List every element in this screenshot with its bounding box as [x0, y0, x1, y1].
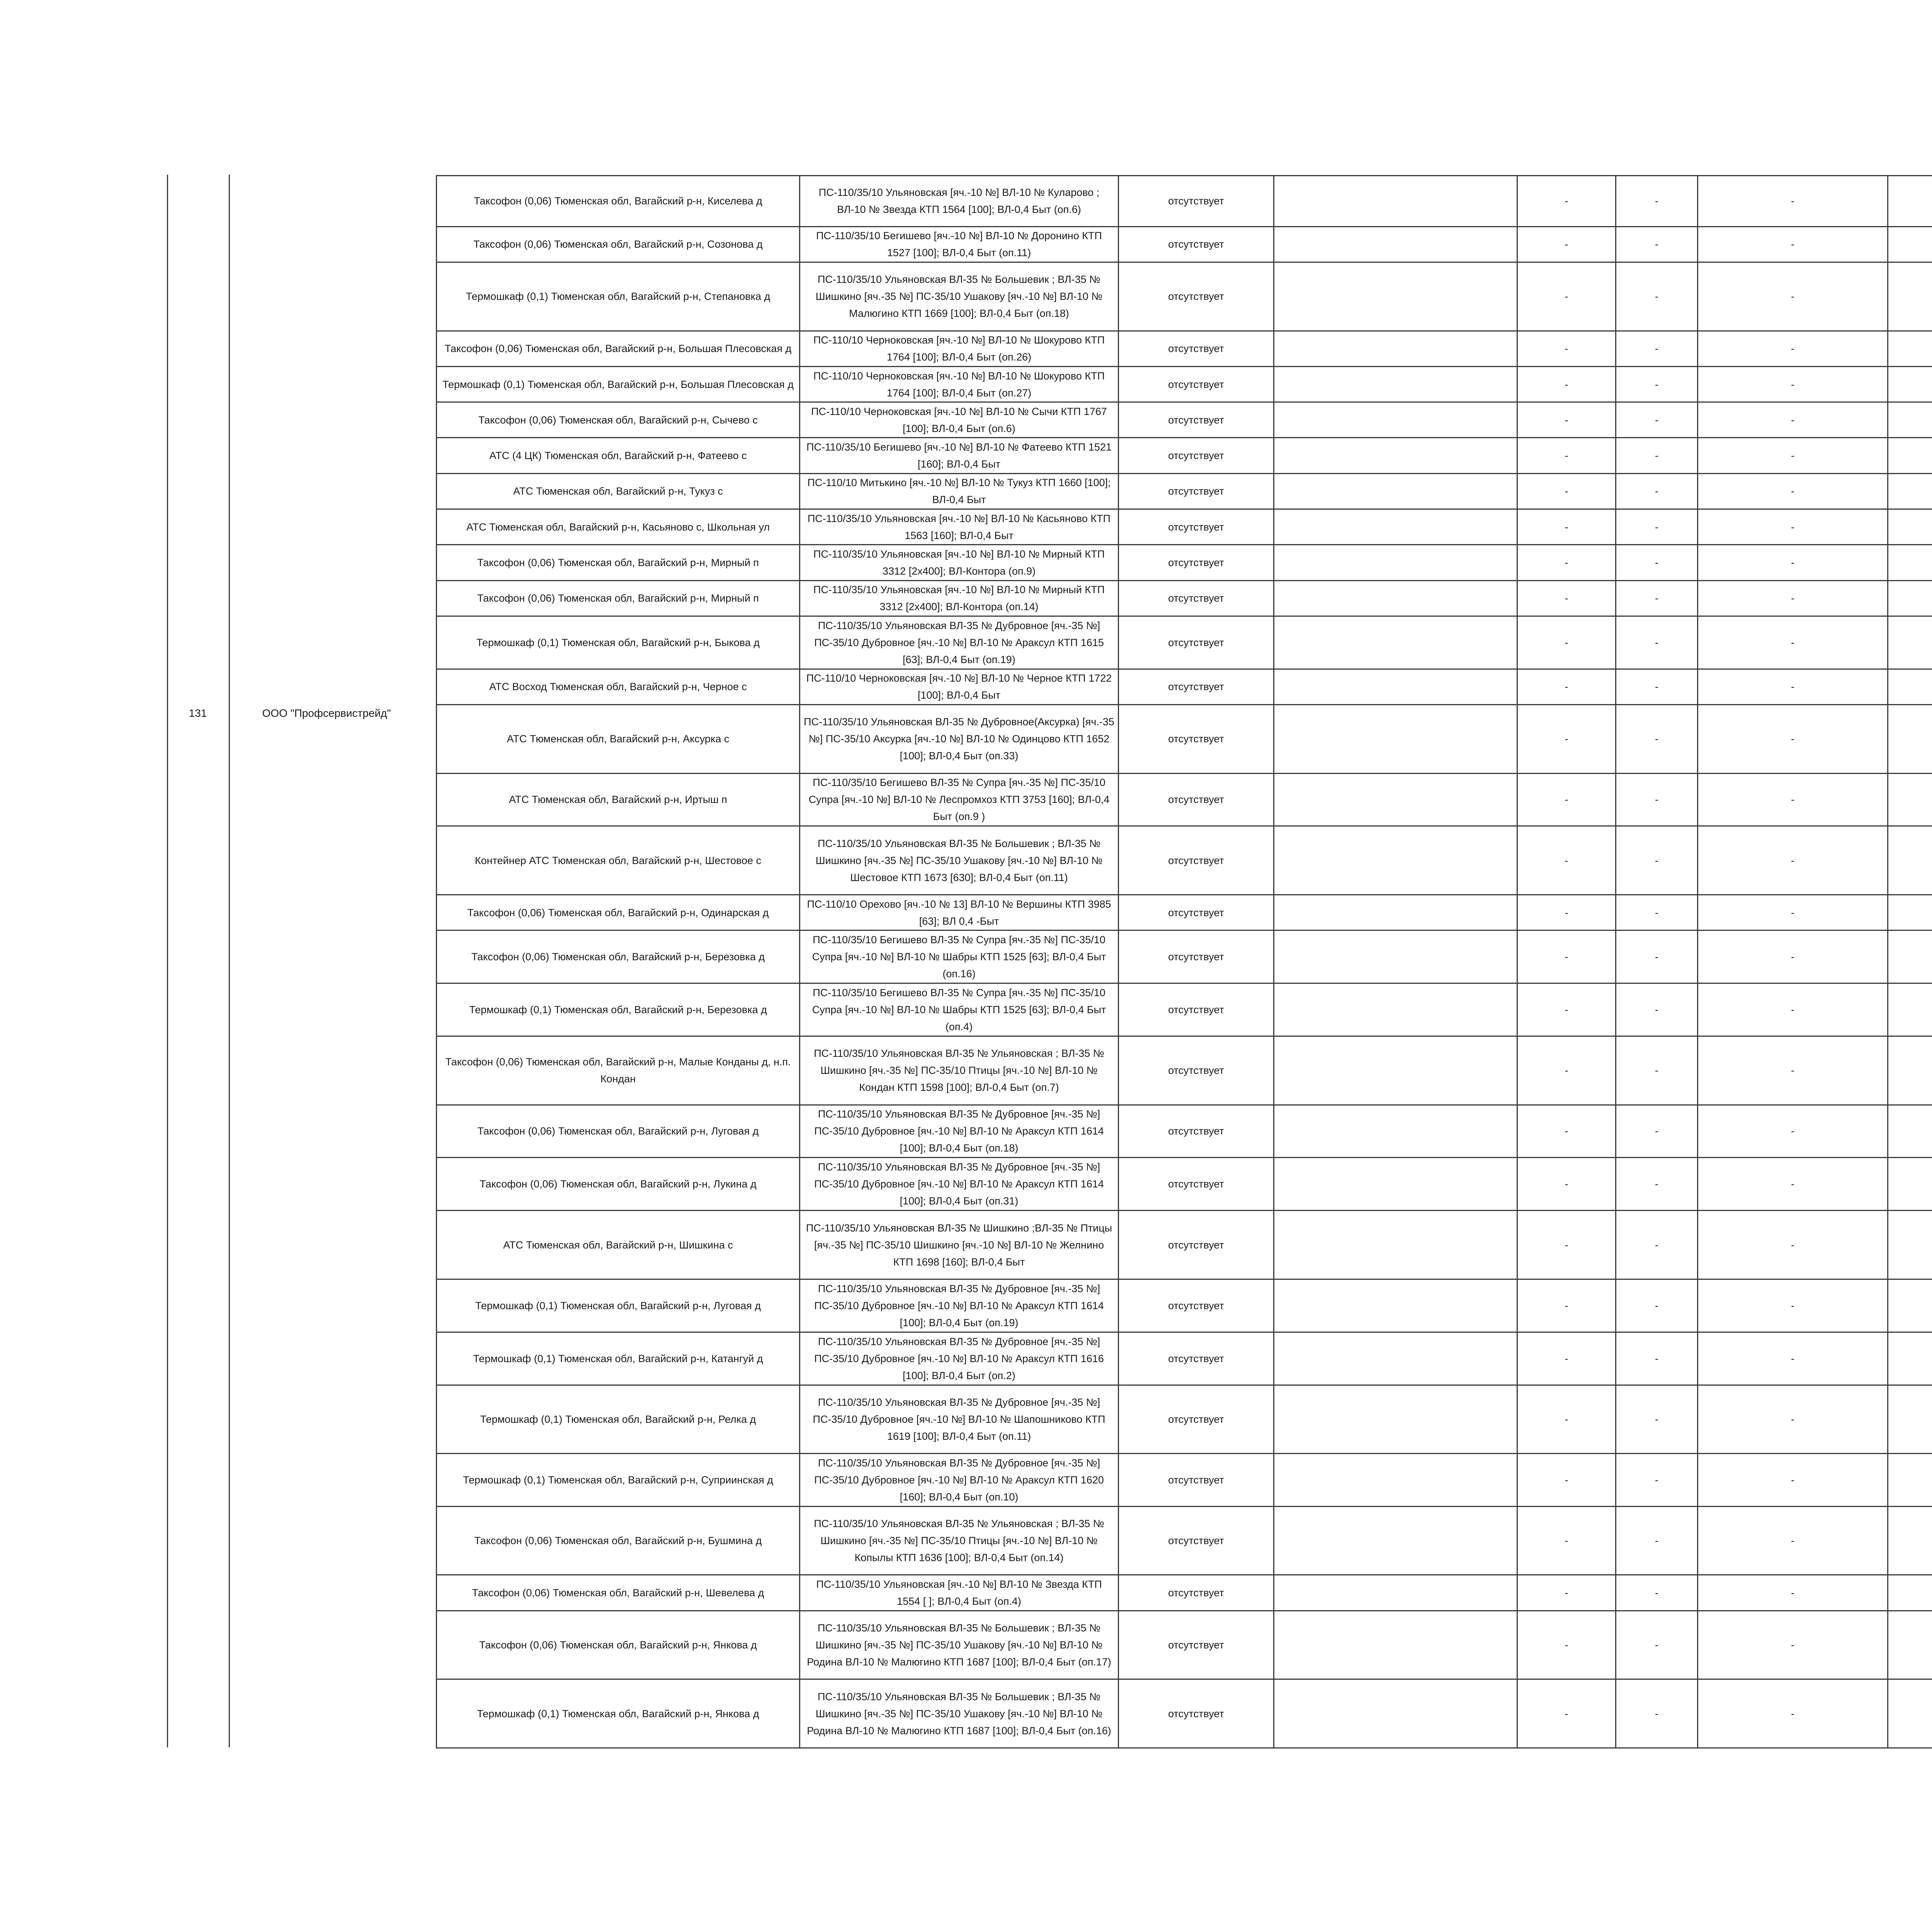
dash-cell: [1888, 1454, 1932, 1507]
dash-cell: [1888, 930, 1932, 983]
table-row: [437, 262, 1932, 331]
dash-cell: -: [1616, 930, 1698, 983]
dash-cell: [1888, 1332, 1932, 1385]
power-source-cell: ПС-110/10 Черноковская [яч.-10 №] ВЛ-10 № Сычи КТП 1767 [100]; ВЛ-0,4 Быт (оп.6): [800, 402, 1119, 438]
power-source-cell: ПС-110/35/10 Ульяновская ВЛ-35 № Дубровное [яч.-35 №] ПС-35/10 Дубровное [яч.-10 №] ВЛ-10 № Араксул КТП 1614 [100]; ВЛ-0,4 Быт (оп.18): [800, 1105, 1119, 1158]
empty-cell: [1274, 1036, 1517, 1105]
table-row: [437, 983, 1932, 1036]
empty-cell: [1274, 509, 1517, 545]
dash-cell: -: [1517, 438, 1616, 473]
empty-cell: [1274, 705, 1517, 773]
power-source-cell: ПС-110/35/10 Ульяновская [яч.-10 №] ВЛ-10 № Мирный КТП 3312 [2х400]; ВЛ-Контора (оп.9): [800, 545, 1119, 580]
status-cell: отсутствует: [1119, 1385, 1274, 1453]
dash-cell: [1888, 1158, 1932, 1211]
empty-cell: [1274, 1507, 1517, 1575]
dash-cell: -: [1616, 773, 1698, 826]
dash-cell: -: [1616, 1036, 1698, 1105]
status-cell: отсутствует: [1119, 1454, 1274, 1507]
status-cell: отсутствует: [1119, 545, 1274, 580]
dash-cell: -: [1698, 331, 1888, 366]
power-source-cell: ПС-110/35/10 Ульяновская ВЛ-35 № Дубровное [яч.-35 №] ПС-35/10 Дубровное [яч.-10 №] ВЛ-10 № Шапошниково КТП 1619 [100]; ВЛ-0,4 Быт (оп.11): [800, 1385, 1119, 1453]
object-cell: АТС Тюменская обл, Вагайский р-н, Аксурка с: [437, 705, 800, 773]
status-cell: отсутствует: [1119, 1279, 1274, 1332]
dash-cell: -: [1698, 580, 1888, 616]
dash-cell: -: [1517, 1036, 1616, 1105]
dash-cell: -: [1698, 930, 1888, 983]
table-row: [437, 1332, 1932, 1385]
status-cell: отсутствует: [1119, 1036, 1274, 1105]
dash-cell: -: [1517, 669, 1616, 704]
object-cell: Таксофон (0,06) Тюменская обл, Вагайский р-н, Созонова д: [437, 226, 800, 262]
power-source-cell: ПС-110/10 Черноковская [яч.-10 №] ВЛ-10 № Шокурово КТП 1764 [100]; ВЛ-0,4 Быт (оп.26): [800, 331, 1119, 366]
dash-cell: -: [1698, 1454, 1888, 1507]
power-source-cell: ПС-110/35/10 Бегишево ВЛ-35 № Супра [яч.-35 №] ПС-35/10 Супра [яч.-10 №] ВЛ-10 № Шабры КТП 1525 [63]; ВЛ-0,4 Быт (оп.4): [800, 983, 1119, 1036]
empty-cell: [1274, 366, 1517, 402]
organization-name: ООО "Профсервистрейд": [262, 707, 391, 719]
dash-cell: -: [1698, 616, 1888, 669]
dash-cell: [1888, 983, 1932, 1036]
dash-cell: -: [1517, 1679, 1616, 1748]
object-cell: Термошкаф (0,1) Тюменская обл, Вагайский р-н, Релка д: [437, 1385, 800, 1453]
dash-cell: -: [1517, 1454, 1616, 1507]
object-cell: Таксофон (0,06) Тюменская обл, Вагайский р-н, Бушмина д: [437, 1507, 800, 1575]
dash-cell: -: [1698, 705, 1888, 773]
object-cell: Термошкаф (0,1) Тюменская обл, Вагайский р-н, Степановка д: [437, 262, 800, 331]
dash-cell: -: [1616, 176, 1698, 227]
empty-cell: [1274, 895, 1517, 930]
dash-cell: [1888, 826, 1932, 895]
table-row: [437, 331, 1932, 366]
dash-cell: -: [1616, 1332, 1698, 1385]
dash-cell: [1888, 438, 1932, 473]
dash-cell: -: [1517, 1279, 1616, 1332]
dash-cell: -: [1616, 1158, 1698, 1211]
dash-cell: -: [1616, 509, 1698, 545]
dash-cell: [1888, 226, 1932, 262]
power-source-cell: ПС-110/35/10 Ульяновская ВЛ-35 № Дубровное [яч.-35 №] ПС-35/10 Дубровное [яч.-10 №] ВЛ-10 № Араксул КТП 1615 [63]; ВЛ-0,4 Быт (оп.19): [800, 616, 1119, 669]
object-cell: Термошкаф (0,1) Тюменская обл, Вагайский р-н, Большая Плесовская д: [437, 366, 800, 402]
table-row: [437, 545, 1932, 580]
table-row: [437, 616, 1932, 669]
dash-cell: -: [1517, 580, 1616, 616]
status-cell: отсутствует: [1119, 1611, 1274, 1679]
object-cell: Таксофон (0,06) Тюменская обл, Вагайский р-н, Киселева д: [437, 176, 800, 227]
object-cell: АТС (4 ЦК) Тюменская обл, Вагайский р-н, Фатеево с: [437, 438, 800, 473]
power-source-cell: ПС-110/10 Черноковская [яч.-10 №] ВЛ-10 № Шокурово КТП 1764 [100]; ВЛ-0,4 Быт (оп.27): [800, 366, 1119, 402]
dash-cell: -: [1517, 331, 1616, 366]
dash-cell: [1888, 705, 1932, 773]
power-source-cell: ПС-110/35/10 Ульяновская ВЛ-35 № Дубровное [яч.-35 №] ПС-35/10 Дубровное [яч.-10 №] ВЛ-10 № Араксул КТП 1616 [100]; ВЛ-0,4 Быт (оп.2): [800, 1332, 1119, 1385]
dash-cell: -: [1698, 262, 1888, 331]
object-cell: Таксофон (0,06) Тюменская обл, Вагайский р-н, Мирный п: [437, 580, 800, 616]
table-row: [437, 226, 1932, 262]
object-cell: Термошкаф (0,1) Тюменская обл, Вагайский р-н, Березовка д: [437, 983, 800, 1036]
table-row: [437, 826, 1932, 895]
empty-cell: [1274, 669, 1517, 704]
power-source-cell: ПС-110/35/10 Ульяновская [яч.-10 №] ВЛ-10 № Куларово ; ВЛ-10 № Звезда КТП 1564 [100]; ВЛ-0,4 Быт (оп.6): [800, 176, 1119, 227]
object-cell: АТС Восход Тюменская обл, Вагайский р-н, Черное с: [437, 669, 800, 704]
power-source-cell: ПС-110/35/10 Ульяновская ВЛ-35 № Дубровное(Аксурка) [яч.-35 №] ПС-35/10 Аксурка [яч.-10 №] ВЛ-10 № Одинцово КТП 1652 [100]; ВЛ-0,4 Быт (оп.33): [800, 705, 1119, 773]
dash-cell: -: [1698, 1679, 1888, 1748]
dash-cell: -: [1616, 1105, 1698, 1158]
dash-cell: -: [1517, 176, 1616, 227]
status-cell: отсутствует: [1119, 509, 1274, 545]
table-row: [437, 773, 1932, 826]
empty-cell: [1274, 580, 1517, 616]
object-cell: Таксофон (0,06) Тюменская обл, Вагайский р-н, Янкова д: [437, 1611, 800, 1679]
dash-cell: -: [1616, 331, 1698, 366]
dash-cell: [1888, 262, 1932, 331]
dash-cell: -: [1698, 176, 1888, 227]
dash-cell: -: [1616, 226, 1698, 262]
dash-cell: -: [1517, 1211, 1616, 1279]
dash-cell: -: [1698, 1575, 1888, 1611]
dash-cell: -: [1517, 545, 1616, 580]
dash-cell: -: [1698, 1158, 1888, 1211]
object-cell: Термошкаф (0,1) Тюменская обл, Вагайский р-н, Янкова д: [437, 1679, 800, 1748]
table-row: [437, 1036, 1932, 1105]
dash-cell: [1888, 1036, 1932, 1105]
empty-cell: [1274, 1279, 1517, 1332]
dash-cell: [1888, 1211, 1932, 1279]
dash-cell: [1888, 1507, 1932, 1575]
dash-cell: -: [1517, 402, 1616, 438]
dash-cell: [1888, 669, 1932, 704]
empty-cell: [1274, 262, 1517, 331]
dash-cell: [1888, 509, 1932, 545]
dash-cell: -: [1698, 1332, 1888, 1385]
table-row: [437, 1611, 1932, 1679]
dash-cell: -: [1616, 473, 1698, 509]
status-cell: отсутствует: [1119, 176, 1274, 227]
dash-cell: -: [1517, 930, 1616, 983]
dash-cell: -: [1698, 1211, 1888, 1279]
dash-cell: -: [1698, 1611, 1888, 1679]
row-number: 131: [189, 707, 207, 719]
power-source-cell: ПС-110/35/10 Ульяновская ВЛ-35 № Большевик ; ВЛ-35 № Шишкино [яч.-35 №] ПС-35/10 Ушакову [яч.-10 №] ВЛ-10 № Родина ВЛ-10 № Малюгино КТП 1687 [100]; ВЛ-0,4 Быт (оп.16): [800, 1679, 1119, 1748]
table-row: [437, 1211, 1932, 1279]
dash-cell: -: [1616, 1454, 1698, 1507]
dash-cell: -: [1616, 1575, 1698, 1611]
empty-cell: [1274, 983, 1517, 1036]
dash-cell: -: [1517, 983, 1616, 1036]
dash-cell: [1888, 616, 1932, 669]
status-cell: отсутствует: [1119, 895, 1274, 930]
status-cell: отсутствует: [1119, 1332, 1274, 1385]
dash-cell: -: [1698, 895, 1888, 930]
dash-cell: -: [1616, 402, 1698, 438]
status-cell: отсутствует: [1119, 983, 1274, 1036]
table-row: [437, 705, 1932, 773]
dash-cell: -: [1517, 1385, 1616, 1453]
status-cell: отсутствует: [1119, 331, 1274, 366]
status-cell: отсутствует: [1119, 1211, 1274, 1279]
dash-cell: -: [1698, 1105, 1888, 1158]
dash-cell: [1888, 1105, 1932, 1158]
dash-cell: -: [1698, 669, 1888, 704]
dash-cell: [1888, 1575, 1932, 1611]
dash-cell: -: [1698, 473, 1888, 509]
status-cell: отсутствует: [1119, 262, 1274, 331]
dash-cell: -: [1616, 669, 1698, 704]
dash-cell: -: [1616, 1679, 1698, 1748]
dash-cell: -: [1698, 226, 1888, 262]
dash-cell: -: [1517, 1332, 1616, 1385]
empty-cell: [1274, 402, 1517, 438]
dash-cell: -: [1616, 1279, 1698, 1332]
power-source-cell: ПС-110/35/10 Ульяновская [яч.-10 №] ВЛ-10 № Звезда КТП 1554 [ ]; ВЛ-0,4 Быт (оп.4): [800, 1575, 1119, 1611]
table-row: [437, 1158, 1932, 1211]
dash-cell: -: [1698, 1507, 1888, 1575]
power-source-cell: ПС-110/35/10 Бегишево ВЛ-35 № Супра [яч.-35 №] ПС-35/10 Супра [яч.-10 №] ВЛ-10 № Шабры КТП 1525 [63]; ВЛ-0,4 Быт (оп.16): [800, 930, 1119, 983]
dash-cell: -: [1616, 262, 1698, 331]
object-cell: Таксофон (0,06) Тюменская обл, Вагайский р-н, Мирный п: [437, 545, 800, 580]
empty-cell: [1274, 176, 1517, 227]
power-source-cell: ПС-110/35/10 Ульяновская ВЛ-35 № Большевик ; ВЛ-35 № Шишкино [яч.-35 №] ПС-35/10 Ушакову [яч.-10 №] ВЛ-10 № Малюгино КТП 1669 [100]; ВЛ-0,4 Быт (оп.18): [800, 262, 1119, 331]
status-cell: отсутствует: [1119, 1679, 1274, 1748]
empty-cell: [1274, 1385, 1517, 1453]
dash-cell: [1888, 1385, 1932, 1453]
object-cell: Таксофон (0,06) Тюменская обл, Вагайский р-н, Лукина д: [437, 1158, 800, 1211]
object-cell: Термошкаф (0,1) Тюменская обл, Вагайский р-н, Луговая д: [437, 1279, 800, 1332]
empty-cell: [1274, 545, 1517, 580]
status-cell: отсутствует: [1119, 1507, 1274, 1575]
dash-cell: -: [1616, 705, 1698, 773]
empty-cell: [1274, 1611, 1517, 1679]
empty-cell: [1274, 1454, 1517, 1507]
dash-cell: -: [1517, 826, 1616, 895]
dash-cell: -: [1517, 1611, 1616, 1679]
table-row: [437, 1105, 1932, 1158]
dash-cell: -: [1616, 1211, 1698, 1279]
table-row: [437, 176, 1932, 227]
object-cell: Таксофон (0,06) Тюменская обл, Вагайский р-н, Малые Конданы д, н.п. Кондан: [437, 1036, 800, 1105]
table-row: [437, 1575, 1932, 1611]
dash-cell: [1888, 580, 1932, 616]
status-cell: отсутствует: [1119, 366, 1274, 402]
power-source-cell: ПС-110/35/10 Бегишево ВЛ-35 № Супра [яч.-35 №] ПС-35/10 Супра [яч.-10 №] ВЛ-10 № Леспромхоз КТП 3753 [160]; ВЛ-0,4 Быт (оп.9 ): [800, 773, 1119, 826]
dash-cell: -: [1517, 1575, 1616, 1611]
table-row: [437, 509, 1932, 545]
table-row: [437, 1279, 1932, 1332]
object-cell: Термошкаф (0,1) Тюменская обл, Вагайский р-н, Катангуй д: [437, 1332, 800, 1385]
power-source-cell: ПС-110/35/10 Ульяновская ВЛ-35 № Большевик ; ВЛ-35 № Шишкино [яч.-35 №] ПС-35/10 Ушакову [яч.-10 №] ВЛ-10 № Шестовое КТП 1673 [630]; ВЛ-0,4 Быт (оп.11): [800, 826, 1119, 895]
dash-cell: -: [1616, 580, 1698, 616]
object-cell: Таксофон (0,06) Тюменская обл, Вагайский р-н, Шевелева д: [437, 1575, 800, 1611]
table-row: [437, 438, 1932, 473]
empty-cell: [1274, 1211, 1517, 1279]
power-source-cell: ПС-110/35/10 Ульяновская ВЛ-35 № Ульяновская ; ВЛ-35 № Шишкино [яч.-35 №] ПС-35/10 Птицы [яч.-10 №] ВЛ-10 № Копылы КТП 1636 [100]; ВЛ-0,4 Быт (оп.14): [800, 1507, 1119, 1575]
power-source-cell: ПС-110/35/10 Бегишево [яч.-10 №] ВЛ-10 № Доронино КТП 1527 [100]; ВЛ-0,4 Быт (оп.11): [800, 226, 1119, 262]
empty-cell: [1274, 1158, 1517, 1211]
dash-cell: -: [1616, 366, 1698, 402]
dash-cell: -: [1517, 773, 1616, 826]
status-cell: отсутствует: [1119, 1575, 1274, 1611]
dash-cell: -: [1616, 1385, 1698, 1453]
empty-cell: [1274, 1332, 1517, 1385]
power-source-cell: ПС-110/35/10 Бегишево [яч.-10 №] ВЛ-10 № Фатеево КТП 1521 [160]; ВЛ-0,4 Быт: [800, 438, 1119, 473]
status-cell: отсутствует: [1119, 438, 1274, 473]
table-row: [437, 1679, 1932, 1748]
dash-cell: -: [1517, 705, 1616, 773]
dash-cell: -: [1616, 438, 1698, 473]
dash-cell: -: [1517, 509, 1616, 545]
dash-cell: [1888, 1279, 1932, 1332]
dash-cell: [1888, 402, 1932, 438]
status-cell: отсутствует: [1119, 773, 1274, 826]
status-cell: отсутствует: [1119, 1158, 1274, 1211]
dash-cell: -: [1698, 1279, 1888, 1332]
dash-cell: [1888, 176, 1932, 227]
object-cell: АТС Тюменская обл, Вагайский р-н, Иртыш п: [437, 773, 800, 826]
status-cell: отсутствует: [1119, 616, 1274, 669]
dash-cell: [1888, 1611, 1932, 1679]
dash-cell: -: [1616, 1507, 1698, 1575]
table-row: [437, 669, 1932, 704]
dash-cell: -: [1698, 773, 1888, 826]
dash-cell: [1888, 1679, 1932, 1748]
object-cell: АТС Тюменская обл, Вагайский р-н, Тукуз с: [437, 473, 800, 509]
dash-cell: [1888, 366, 1932, 402]
power-source-cell: ПС-110/10 Орехово [яч.-10 № 13] ВЛ-10 № Вершины КТП 3985 [63]; ВЛ 0,4 -Быт: [800, 895, 1119, 930]
dash-cell: -: [1698, 826, 1888, 895]
status-cell: отсутствует: [1119, 705, 1274, 773]
dash-cell: -: [1517, 616, 1616, 669]
table-row: [437, 1385, 1932, 1453]
object-cell: Таксофон (0,06) Тюменская обл, Вагайский р-н, Луговая д: [437, 1105, 800, 1158]
empty-cell: [1274, 331, 1517, 366]
table-row: [437, 895, 1932, 930]
dash-cell: -: [1698, 509, 1888, 545]
table-row: [437, 930, 1932, 983]
dash-cell: [1888, 895, 1932, 930]
power-source-cell: ПС-110/10 Черноковская [яч.-10 №] ВЛ-10 № Черное КТП 1722 [100]; ВЛ-0,4 Быт: [800, 669, 1119, 704]
dash-cell: -: [1698, 366, 1888, 402]
status-cell: отсутствует: [1119, 1105, 1274, 1158]
dash-cell: [1888, 545, 1932, 580]
power-source-cell: ПС-110/10 Митькино [яч.-10 №] ВЛ-10 № Тукуз КТП 1660 [100]; ВЛ-0,4 Быт: [800, 473, 1119, 509]
object-cell: Таксофон (0,06) Тюменская обл, Вагайский р-н, Березовка д: [437, 930, 800, 983]
object-cell: АТС Тюменская обл, Вагайский р-н, Шишкина с: [437, 1211, 800, 1279]
object-cell: Термошкаф (0,1) Тюменская обл, Вагайский р-н, Быкова д: [437, 616, 800, 669]
dash-cell: -: [1698, 402, 1888, 438]
status-cell: отсутствует: [1119, 402, 1274, 438]
table-row: [437, 1507, 1932, 1575]
status-cell: отсутствует: [1119, 826, 1274, 895]
dash-cell: [1888, 473, 1932, 509]
dash-cell: -: [1698, 438, 1888, 473]
status-cell: отсутствует: [1119, 473, 1274, 509]
dash-cell: -: [1698, 1385, 1888, 1453]
object-cell: Таксофон (0,06) Тюменская обл, Вагайский р-н, Одинарская д: [437, 895, 800, 930]
dash-cell: -: [1517, 366, 1616, 402]
dash-cell: -: [1616, 616, 1698, 669]
dash-cell: -: [1698, 545, 1888, 580]
dash-cell: -: [1517, 473, 1616, 509]
power-source-cell: ПС-110/35/10 Ульяновская ВЛ-35 № Дубровное [яч.-35 №] ПС-35/10 Дубровное [яч.-10 №] ВЛ-10 № Араксул КТП 1620 [160]; ВЛ-0,4 Быт (оп.10): [800, 1454, 1119, 1507]
dash-cell: -: [1616, 895, 1698, 930]
left-divider-rule: [229, 175, 230, 1747]
dash-cell: -: [1517, 1158, 1616, 1211]
dash-cell: -: [1616, 826, 1698, 895]
left-border-rule: [167, 175, 168, 1747]
status-cell: отсутствует: [1119, 580, 1274, 616]
dash-cell: -: [1517, 1105, 1616, 1158]
empty-cell: [1274, 930, 1517, 983]
table-row: [437, 473, 1932, 509]
status-cell: отсутствует: [1119, 669, 1274, 704]
empty-cell: [1274, 1575, 1517, 1611]
empty-cell: [1274, 773, 1517, 826]
dash-cell: -: [1698, 983, 1888, 1036]
empty-cell: [1274, 826, 1517, 895]
power-source-cell: ПС-110/35/10 Ульяновская [яч.-10 №] ВЛ-10 № Мирный КТП 3312 [2х400]; ВЛ-Контора (оп.14): [800, 580, 1119, 616]
empty-cell: [1274, 1679, 1517, 1748]
empty-cell: [1274, 473, 1517, 509]
power-source-cell: ПС-110/35/10 Ульяновская ВЛ-35 № Шишкино ;ВЛ-35 № Птицы [яч.-35 №] ПС-35/10 Шишкино [яч.-10 №] ВЛ-10 № Желнино КТП 1698 [160]; ВЛ-0,4 Быт: [800, 1211, 1119, 1279]
dash-cell: -: [1616, 545, 1698, 580]
object-cell: АТС Тюменская обл, Вагайский р-н, Касьяново с, Школьная ул: [437, 509, 800, 545]
empty-cell: [1274, 616, 1517, 669]
dash-cell: -: [1698, 1036, 1888, 1105]
object-cell: Таксофон (0,06) Тюменская обл, Вагайский р-н, Большая Плесовская д: [437, 331, 800, 366]
empty-cell: [1274, 1105, 1517, 1158]
power-source-cell: ПС-110/35/10 Ульяновская [яч.-10 №] ВЛ-10 № Касьяново КТП 1563 [160]; ВЛ-0,4 Быт: [800, 509, 1119, 545]
empty-cell: [1274, 438, 1517, 473]
power-source-cell: ПС-110/35/10 Ульяновская ВЛ-35 № Дубровное [яч.-35 №] ПС-35/10 Дубровное [яч.-10 №] ВЛ-10 № Араксул КТП 1614 [100]; ВЛ-0,4 Быт (оп.31): [800, 1158, 1119, 1211]
object-cell: Термошкаф (0,1) Тюменская обл, Вагайский р-н, Суприинская д: [437, 1454, 800, 1507]
dash-cell: [1888, 331, 1932, 366]
object-cell: Контейнер АТС Тюменская обл, Вагайский р-н, Шестовое с: [437, 826, 800, 895]
dash-cell: -: [1517, 262, 1616, 331]
dash-cell: [1888, 773, 1932, 826]
dash-cell: -: [1517, 1507, 1616, 1575]
status-cell: отсутствует: [1119, 930, 1274, 983]
table-row: [437, 402, 1932, 438]
dash-cell: -: [1517, 226, 1616, 262]
power-source-cell: ПС-110/35/10 Ульяновская ВЛ-35 № Ульяновская ; ВЛ-35 № Шишкино [яч.-35 №] ПС-35/10 Птицы [яч.-10 №] ВЛ-10 № Кондан КТП 1598 [100]; ВЛ-0,4 Быт (оп.7): [800, 1036, 1119, 1105]
status-cell: отсутствует: [1119, 226, 1274, 262]
dash-cell: -: [1616, 983, 1698, 1036]
table-row: [437, 580, 1932, 616]
table-row: [437, 366, 1932, 402]
empty-cell: [1274, 226, 1517, 262]
dash-cell: -: [1517, 895, 1616, 930]
object-cell: Таксофон (0,06) Тюменская обл, Вагайский р-н, Сычево с: [437, 402, 800, 438]
objects-table: [436, 175, 1932, 1749]
power-source-cell: ПС-110/35/10 Ульяновская ВЛ-35 № Большевик ; ВЛ-35 № Шишкино [яч.-35 №] ПС-35/10 Ушакову [яч.-10 №] ВЛ-10 № Родина ВЛ-10 № Малюгино КТП 1687 [100]; ВЛ-0,4 Быт (оп.17): [800, 1611, 1119, 1679]
table-row: [437, 1454, 1932, 1507]
power-source-cell: ПС-110/35/10 Ульяновская ВЛ-35 № Дубровное [яч.-35 №] ПС-35/10 Дубровное [яч.-10 №] ВЛ-10 № Араксул КТП 1614 [100]; ВЛ-0,4 Быт (оп.19): [800, 1279, 1119, 1332]
dash-cell: -: [1616, 1611, 1698, 1679]
